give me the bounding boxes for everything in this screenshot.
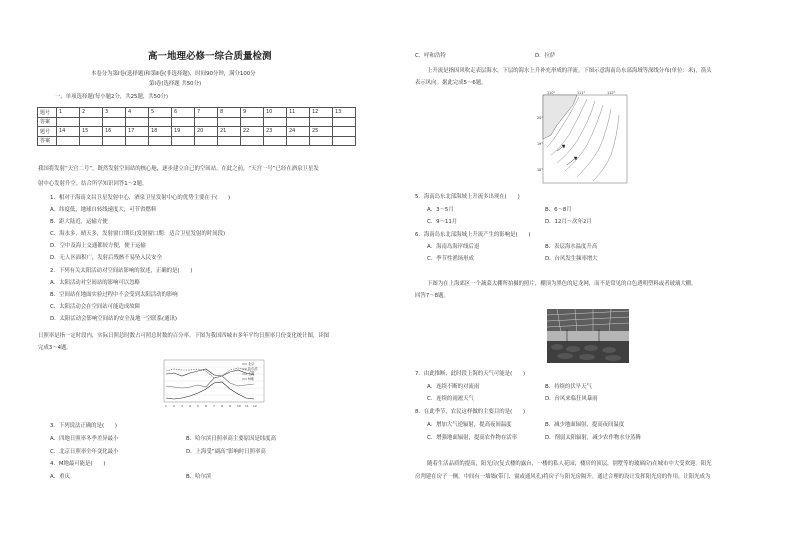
lon-label: 111°: [577, 91, 586, 95]
legend-label: 上海: [248, 372, 255, 377]
option: C．季节性渔场形成: [427, 256, 474, 262]
option: A．太阳活动对空间站的影响可以忽略: [50, 280, 140, 286]
question-number-cell: 9: [241, 108, 264, 118]
option: A．纬度低，地球自转线速度大，可节省燃料: [50, 207, 157, 213]
month-tick-label: 4: [189, 404, 191, 408]
intro-text: 随着生活品质的提高，阳光房(复式楼的露台，一楼的私人花园，楼房的顶层，别墅等的玻璃房)在城市中大受欢迎。阳光: [427, 461, 712, 467]
question-number-cell: 17: [126, 127, 149, 137]
intro-text: 表示风向。据此完成5～6题。: [415, 80, 487, 86]
section-one-heading: 一、单项选择题(每小题2分，共25题，共50分): [55, 94, 168, 100]
intro-text: 我国将发射“天宫二号”，既然发射空间站的核心舱，逐步建立自己的空间站。在此之前，“天宫一号”已经在酒泉卫星发: [38, 166, 319, 172]
greenhouse-photo: [547, 309, 629, 363]
intro-text: 日照率是指一定时段内，实际日照总时数占可照总时数的百分率。下图为我国四城市多年平均日照率月份变化统计图，读图: [38, 333, 330, 339]
month-tick-label: 11: [245, 404, 249, 408]
question-number-cell: 21: [218, 127, 241, 137]
question-number-cell: 4: [126, 108, 149, 118]
legend-label: 哈尔滨: [248, 367, 258, 372]
option: A．3～5月: [427, 207, 454, 213]
option: D．上海受“副高”影响时日照率高: [186, 449, 266, 455]
option: B．哈尔滨: [186, 474, 212, 480]
answer-row-label: 题号: [38, 127, 57, 137]
question-6: 6．海南岛东北部海域上升流产生的影响是( ): [415, 232, 531, 238]
month-tick-label: 3: [181, 404, 183, 408]
month-tick-label: 10: [237, 404, 241, 408]
answer-table: [37, 107, 356, 146]
question-number-cell: 24: [287, 127, 310, 137]
option: C．呼和浩特: [415, 53, 446, 59]
legend-label: M地: [248, 377, 254, 382]
question-3: 3．下列说法正确的是( ): [50, 423, 117, 429]
question-number-cell: [333, 127, 356, 137]
question-number-cell: 2: [80, 108, 103, 118]
option: B．持续的伏旱天气: [545, 384, 592, 390]
month-tick-label: 5: [197, 404, 199, 408]
question-2: 2．下列有关太阳活动对空间站影响的叙述，正确的是( ): [50, 268, 193, 274]
option: A．海南岛海岸线后退: [427, 244, 480, 250]
question-number-cell: 14: [57, 127, 80, 137]
option: C．北京日照率全年变化最小: [50, 449, 119, 455]
answer-row-label: 答案: [38, 117, 57, 127]
page-title: 高一地理必修一综合质量检测: [148, 51, 272, 62]
month-tick-label: 2: [173, 404, 175, 408]
lon-label: 110°: [547, 91, 556, 95]
question-number-cell: 8: [218, 108, 241, 118]
option: C．增强地面辐射，提高农作物存活率: [427, 435, 518, 441]
intro-text: 回答7～8题。: [415, 293, 449, 299]
month-tick-label: 7: [213, 404, 215, 408]
intro-text: 完成3～4题。: [38, 345, 72, 351]
option: A．四地日照率冬季差异最小: [50, 436, 119, 442]
option: B．空间站在地面实验过程中不会受到太阳活动的影响: [50, 292, 178, 298]
question-number-cell: 25: [310, 127, 333, 137]
question-number-cell: 20: [195, 127, 218, 137]
question-number-cell: 16: [103, 127, 126, 137]
lat-label: 18°: [537, 168, 544, 172]
question-number-cell: 15: [80, 127, 103, 137]
option: D．无人区面积广，发射后残骸不易坠入民安全: [50, 255, 162, 261]
option: A．增加大气逆辐射，提高夜间温度: [427, 422, 512, 428]
question-8: 8．在此季节，农民这样做的主要目的是( ): [415, 409, 526, 415]
question-number-cell: 22: [241, 127, 264, 137]
question-7: 7．由此推断，此时段上海的天气可能是( ): [415, 371, 526, 377]
legend-label: 北京: [248, 362, 255, 367]
option: C．9～11月: [427, 219, 458, 225]
exam-info: 本卷分为第Ⅰ卷(选择题)和第Ⅱ卷(非选择题)，时间90分钟，满分100分: [91, 71, 256, 77]
intro-text: 房判建在房子一侧，中间有一墙墙(带门、窗或通风孔)将房子与阳光房隔开。通过合理的设计发挥阳光房的作用，让阳光成为: [415, 474, 711, 480]
option: D．12月～次年2月: [545, 219, 592, 225]
month-tick-label: 12: [253, 404, 257, 408]
option: C．太阳活动会在空间站可能造成故障: [50, 304, 141, 310]
question-1: 1．相对于海南文昌卫星发射中心，酒泉卫星发射中心的优势主要在于( ): [50, 195, 231, 201]
answer-row-label: 题号: [38, 108, 57, 118]
question-number-cell: 3: [103, 108, 126, 118]
option: D．削弱太阳辐射，减少农作物水分蒸腾: [545, 435, 641, 441]
option: D．台风发生频率增大: [545, 256, 598, 262]
option: D．空中及海上交通都较方便，便于运输: [50, 243, 146, 249]
option: C．海水多，晴天多，发射窗口期长(发射窗口期：适合卫星发射的时间段): [50, 231, 226, 237]
question-number-cell: 7: [195, 108, 218, 118]
option: B．减少地面辐射，提高夜间温度: [545, 422, 625, 428]
option: B．哈尔滨日照率高主要原因是纬度高: [186, 436, 276, 442]
option: D．拉萨: [535, 53, 556, 59]
isobath-map: [537, 91, 629, 187]
intro-text: 上升流是指因风吹走表层海水，下层的海水上升补充形成的洋流。下图示意海南岛东部海域等深线分布(单位：米)，箭头: [427, 68, 712, 74]
intro-text: 射中心发射升空。结合所学知识回答1～2题。: [38, 181, 148, 187]
question-number-cell: 23: [264, 127, 287, 137]
option: B．距大陆近，运输方便: [50, 219, 108, 225]
option: B．表层海水温度升高: [545, 244, 598, 250]
question-number-cell: 18: [149, 127, 172, 137]
option: D．台风来临狂风暴雨: [545, 396, 598, 402]
question-number-cell: 11: [287, 108, 310, 118]
intro-text: 下图为在上海郊区一个蔬菜大棚所拍摄的照片，棚顶为黑色的尼龙网，而不是常见的白色透明塑料或者玻璃大棚。: [427, 281, 697, 287]
month-tick-label: 8: [221, 404, 223, 408]
lat-label: 19°: [537, 142, 544, 146]
option: D．太阳活动会影响空间站的安全及地一空联系(通讯): [50, 316, 177, 322]
question-number-cell: 12: [310, 108, 333, 118]
question-number-cell: 10: [264, 108, 287, 118]
sunshine-rate-chart: [150, 356, 270, 414]
option: B．6～8月: [545, 207, 572, 213]
question-number-cell: 6: [172, 108, 195, 118]
question-number-cell: 1: [57, 108, 80, 118]
question-5: 5．海南岛东北部海域上升流多出现在( ): [415, 194, 520, 200]
option: C．连续的雨凇天气: [427, 396, 474, 402]
month-tick-label: 9: [229, 404, 231, 408]
question-number-cell: 5: [149, 108, 172, 118]
part-one-heading: 第Ⅰ卷(选择题 共50分): [149, 81, 202, 87]
lat-label: 20°: [537, 116, 544, 120]
option: A．重庆: [50, 474, 70, 480]
question-number-cell: 13: [333, 108, 356, 118]
question-4: 4．M地最可能是( ): [50, 461, 106, 467]
month-tick-label: 6: [205, 404, 207, 408]
answer-row-label: 答案: [38, 136, 57, 146]
option: A．连续不断的对流雨: [427, 384, 480, 390]
lon-label: 112°: [607, 91, 616, 95]
month-tick-label: 1: [165, 404, 167, 408]
question-number-cell: 19: [172, 127, 195, 137]
